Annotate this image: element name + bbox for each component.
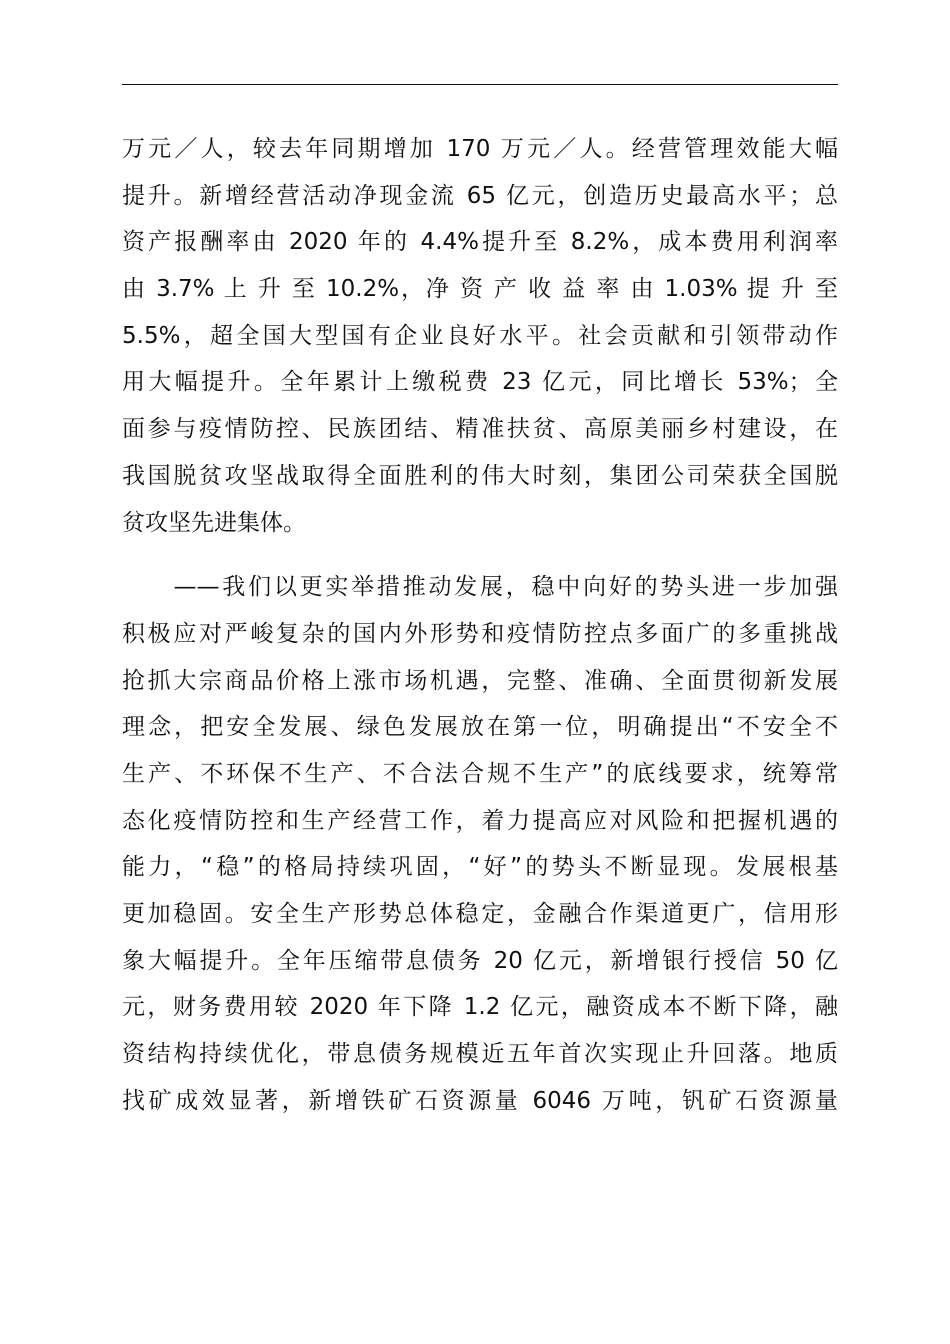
text-line: 面参与疫情防控、民族团结、精准扶贫、高原美丽乡村建设，在 xyxy=(122,416,838,443)
text-line: 资结构持续优化，带息债务规模近五年首次实现止升回落。地质 xyxy=(122,1041,838,1068)
header-rule xyxy=(122,84,838,85)
paragraph xyxy=(122,126,838,546)
text-line: 元，财务费用较 2020 年下降 1.2 亿元，融资成本不断下降，融 xyxy=(122,994,838,1021)
text-line: 贫攻坚先进集体。 xyxy=(122,509,306,536)
text-line: 找矿成效显著，新增铁矿石资源量 6046 万吨，钒矿石资源量 xyxy=(122,1087,838,1114)
text-line: 生产、不环保不生产、不合法合规不生产”的底线要求，统筹常 xyxy=(122,760,838,787)
paragraph xyxy=(122,564,838,1124)
text-line: 由 3.7% 上 升 至 10.2%，净 资 产 收 益 率 由 1.03% 提 升 至 xyxy=(122,276,838,303)
text-line: 抢抓大宗商品价格上涨市场机遇，完整、准确、全面贯彻新发展 xyxy=(122,667,838,694)
text-line: 用大幅提升。全年累计上缴税费 23 亿元，同比增长 53%；全 xyxy=(122,369,838,396)
text-line: 理念，把安全发展、绿色发展放在第一位，明确提出“不安全不 xyxy=(122,714,838,741)
text-line: 我国脱贫攻坚战取得全面胜利的伟大时刻，集团公司荣获全国脱 xyxy=(122,462,838,489)
text-line: 5.5%，超全国大型国有企业良好水平。社会贡献和引领带动作 xyxy=(122,322,838,349)
text-line: 积极应对严峻复杂的国内外形势和疫情防控点多面广的多重挑战 xyxy=(122,620,838,647)
text-line: 更加稳固。安全生产形势总体稳定，金融合作渠道更广，信用形 xyxy=(122,901,838,927)
text-line: 象大幅提升。全年压缩带息债务 20 亿元，新增银行授信 50 亿 xyxy=(122,947,838,974)
text-line: 万元／人，较去年同期增加 170 万元／人。经营管理效能大幅 xyxy=(122,136,838,162)
text-line: 能力，“稳”的格局持续巩固，“好”的势头不断显现。发展根基 xyxy=(122,854,838,881)
text-line: 态化疫情防控和生产经营工作，着力提高应对风险和把握机遇的 xyxy=(122,807,838,834)
text-line: 提升。新增经营活动净现金流 65 亿元，创造历史最高水平；总 xyxy=(122,182,838,209)
text-line: 资产报酬率由 2020 年的 4.4%提升至 8.2%，成本费用利润率 xyxy=(122,229,838,256)
paragraph-gap xyxy=(122,546,838,564)
document-body xyxy=(122,126,838,1124)
text-line: ——我们以更实举措推动发展，稳中向好的势头进一步加强 xyxy=(122,574,838,601)
